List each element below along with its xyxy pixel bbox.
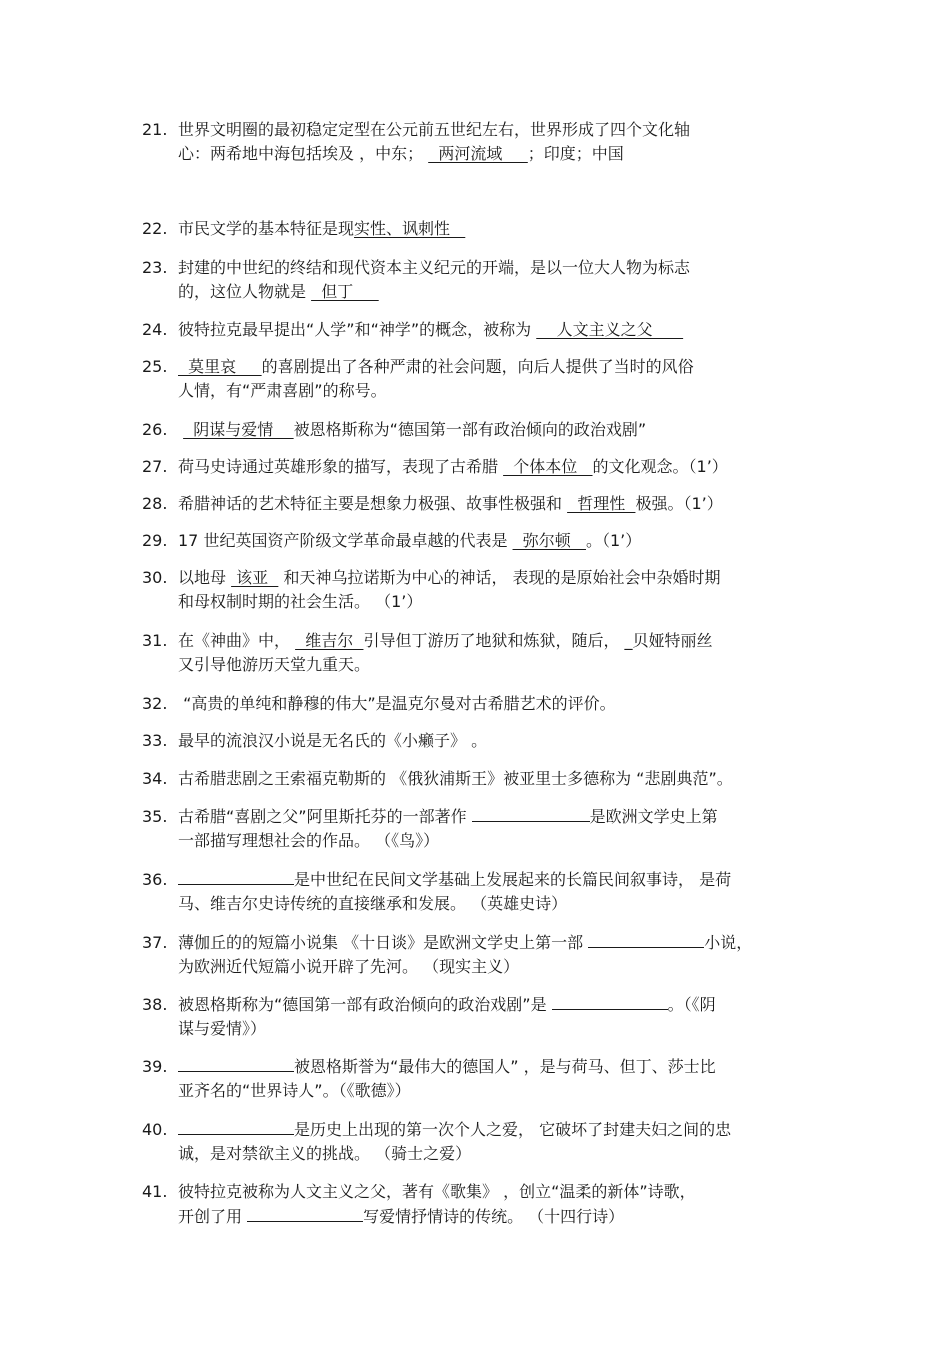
question-number: 33. [142,731,168,750]
question-number: 23. [142,258,168,277]
question-number: 32. [142,694,168,713]
question-text: 古希腊“喜剧之父”阿里斯托芬的一部著作 [178,807,472,826]
question-text: 被恩格斯称为“德国第一部有政治倾向的政治戏剧” [293,420,647,439]
question-text: 马、维吉尔史诗传统的直接继承和发展。 （英雄史诗） [178,894,568,913]
answer-underlined: 阴谋与爱情 [183,420,294,439]
question-text: 的，这位人物就是 [178,282,312,301]
question-21 [142,118,822,166]
question-text: 引导但丁游历了地狱和炼狱，随后， _贝娅特丽丝 [363,631,713,650]
question-41 [142,1180,822,1229]
question-number: 29. [142,531,168,550]
answer-blank [178,1054,294,1072]
question-text: 人情，有“严肃喜剧”的称号。 [178,381,387,400]
answer-blank [247,1204,363,1222]
question-39 [142,1054,822,1103]
question-text: 的喜剧提出了各种严肃的社会问题，向后人提供了当时的风俗 [261,357,694,376]
question-text: 荷马史诗通过英雄形象的描写，表现了古希腊 [178,457,504,476]
question-number: 24. [142,320,168,339]
question-31 [142,629,822,677]
question-text: 在《神曲》中， [178,631,296,650]
question-text: 为欧洲近代短篇小说开辟了先河。 （现实主义） [178,957,520,976]
question-34 [142,767,822,791]
question-text: “高贵的单纯和静穆的伟大”是温克尔曼对古希腊艺术的评价。 [178,694,616,713]
answer-underlined: 个体本位 [503,457,593,476]
question-33 [142,729,822,753]
question-text: 被恩格斯誉为“最伟大的德国人” ，是与荷马、但丁、莎士比 [294,1057,716,1076]
question-text: 开创了用 [178,1207,248,1226]
question-number: 30. [142,568,168,587]
question-text: ；印度；中国 [527,144,624,163]
answer-blank [472,804,590,822]
question-38 [142,992,822,1041]
answer-underlined: 维吉尔 [295,631,364,650]
question-number: 28. [142,494,168,513]
answer-blank [178,1117,294,1135]
answer-underlined: 两河流域 [428,144,528,163]
question-23 [142,256,822,304]
question-number: 22. [142,219,168,238]
question-text: 又引导他游历天堂九重天。 [178,655,371,674]
question-number: 41. [142,1182,168,1201]
question-text: 以地母 [178,568,232,587]
question-number: 36. [142,870,168,889]
question-22 [142,217,822,241]
answer-underlined: 实性、讽刺性 [354,219,466,238]
answer-underlined: 但丁 [311,282,379,301]
question-text: 市民文学的基本特征是现 [178,219,355,238]
question-30 [142,566,822,614]
question-37 [142,930,822,979]
question-number: 40. [142,1120,168,1139]
question-text: 诚，是对禁欲主义的挑战。 （骑士之爱） [178,1144,472,1163]
question-number: 27. [142,457,168,476]
question-text: 彼特拉克被称为人文主义之父，著有《歌集》 ，创立“温柔的新体”诗歌， [178,1182,696,1201]
question-number: 38. [142,995,168,1014]
answer-blank [588,930,704,948]
question-text: 和母权制时期的社会生活。 （1’） [178,592,423,611]
question-text: 小说， [704,933,753,952]
question-text: 是中世纪在民间文学基础上发展起来的长篇民间叙事诗， 是荷 [294,870,732,889]
question-text: 。（1’） [585,531,642,550]
question-28 [142,492,822,516]
question-26 [142,418,822,442]
question-number: 34. [142,769,168,788]
answer-underlined: 哲理性 [567,494,636,513]
question-text: 谋与爱情》） [178,1019,267,1038]
question-text: 最早的流浪汉小说是无名氏的《小癞子》 。 [178,731,488,750]
answer-underlined: 人文主义之父 [536,320,684,339]
question-number: 25. [142,357,168,376]
question-text: 。（《阴 [667,995,716,1014]
question-text: 被恩格斯称为“德国第一部有政治倾向的政治戏剧”是 [178,995,552,1014]
question-40 [142,1117,822,1166]
question-24 [142,318,822,342]
question-number: 26. [142,420,168,439]
answer-underlined: 莫里哀 [178,357,262,376]
answer-underlined: 弥尔顿 [512,531,586,550]
question-text: 封建的中世纪的终结和现代资本主义纪元的开端，是以一位大人物为标志 [178,258,691,277]
question-text: 的文化观念。（1’） [592,457,728,476]
question-35 [142,804,822,853]
question-text: 希腊神话的艺术特征主要是想象力极强、故事性极强和 [178,494,568,513]
question-text: 古希腊悲剧之王索福克勒斯的 《俄狄浦斯王》被亚里士多德称为 “悲剧典范”。 [178,769,733,788]
question-number: 39. [142,1057,168,1076]
question-32 [142,692,822,716]
question-number: 31. [142,631,168,650]
question-text: 极强。（1’） [635,494,723,513]
question-text: 世界文明圈的最初稳定定型在公元前五世纪左右，世界形成了四个文化轴 [178,120,691,139]
question-text: 写爱情抒情诗的传统。 （十四行诗） [363,1207,625,1226]
question-text: 亚齐名的“世界诗人”。（《歌德》） [178,1081,411,1100]
answer-blank [552,992,668,1010]
question-number: 37. [142,933,168,952]
question-text: 和天神乌拉诺斯为中心的神话， 表现的是原始社会中杂婚时期 [278,568,721,587]
question-36 [142,867,822,916]
question-27 [142,455,822,479]
question-text: 薄伽丘的的短篇小说集 《十日谈》是欧洲文学史上第一部 [178,933,589,952]
question-text: 心：两希地中海包括埃及 ，中东； [178,144,429,163]
question-25 [142,355,822,403]
question-text: 彼特拉克最早提出“人学”和“神学”的概念，被称为 [178,320,537,339]
question-text: 是历史上出现的第一次个人之爱， 它破坏了封建夫妇之间的忠 [294,1120,732,1139]
question-text: 17 世纪英国资产阶级文学革命最卓越的代表是 [178,531,513,550]
question-text: 是欧洲文学史上第 [589,807,718,826]
answer-underlined: 该亚 [231,568,279,587]
question-number: 35. [142,807,168,826]
question-text: 一部描写理想社会的作品。 （《鸟》） [178,831,440,850]
question-number: 21. [142,120,168,139]
question-29 [142,529,822,553]
answer-blank [178,867,294,885]
